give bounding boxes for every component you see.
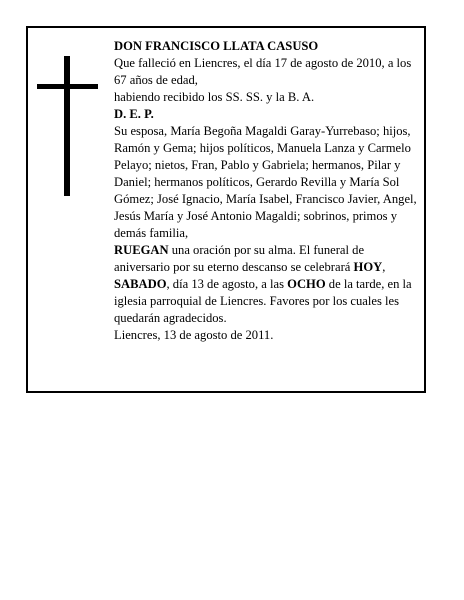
sabado-word: SABADO [114,277,167,291]
funeral-request [114,242,420,327]
request-text-4: de la tarde, en la iglesia parroquial de Liencres. Favores por los cuales les quedarán agradecidos. [114,277,412,325]
hoy-word: HOY [353,260,383,274]
request-text-1: una oración por su alma. El funeral de aniversario por su eterno descanso se celebrará [114,243,365,274]
family-list: Su esposa, María Begoña Magaldi Garay-Yurrebaso; hijos, Ramón y Gema; hijos políticos, Manuela Lanza y Carmelo Pelayo; nietos, Fran, Pablo y Gabriela; hermanos, Pilar y Daniel; hermanos políticos, Gerardo Revilla y María Sol Gómez; José Ignacio, María Isabel, Francisco Javier, Angel, Jesús María y José Antonio Magaldi; sobrinos, primos y demás familia, [114,124,417,240]
ocho-word: OCHO [287,277,326,291]
sacraments-info: habiendo recibido los SS. SS. y la B. A. [114,90,315,104]
rip-abbreviation: D. E. P. [114,107,154,121]
death-info: Que falleció en Liencres, el día 17 de agosto de 2010, a los 67 años de edad, [114,56,412,87]
cross-vertical-bar [64,56,70,196]
request-text-2: , [382,260,386,274]
cross-horizontal-bar [37,84,98,89]
deceased-name: DON FRANCISCO LLATA CASUSO [114,39,319,53]
obituary-text [114,38,420,344]
ruegan-word: RUEGAN [114,243,169,257]
place-and-date: Liencres, 13 de agosto de 2011. [114,328,274,342]
request-text-3: , día 13 de agosto, a las [166,277,288,291]
cross-icon [37,56,98,196]
